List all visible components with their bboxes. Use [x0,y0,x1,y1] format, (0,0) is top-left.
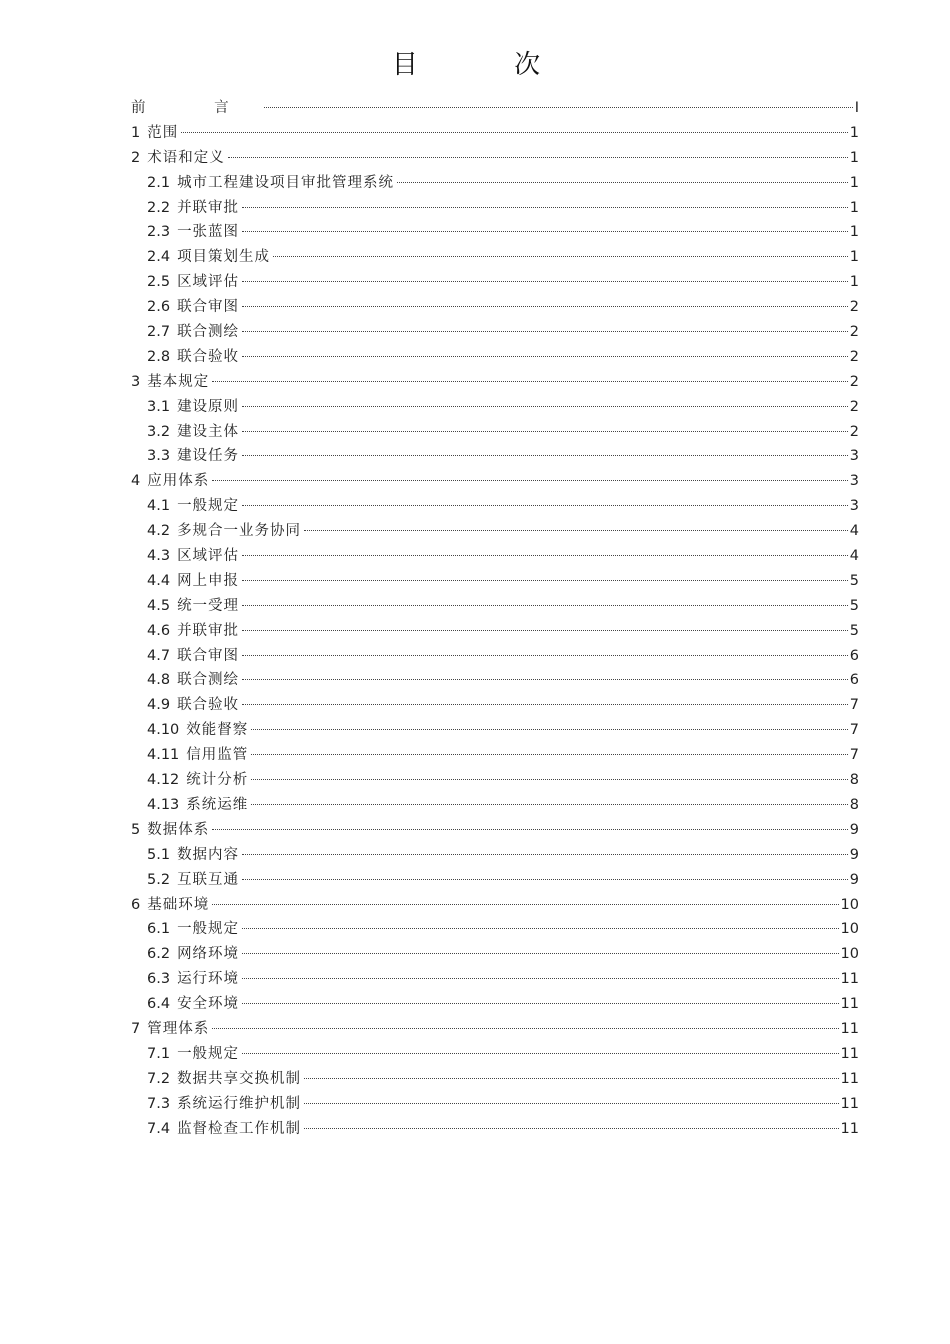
toc-entry-title: 建设任务 [177,448,240,465]
toc-entry-page-number: 7 [849,747,859,764]
toc-entry[interactable] [131,868,859,893]
toc-dot-leader [242,879,848,880]
toc-entry-title: 范围 [147,124,179,141]
toc-entry-number: 2.6 [147,299,171,316]
toc-entry-page-number: 9 [849,821,859,838]
toc-entry-number: 2.2 [147,199,171,216]
toc-dot-leader [251,804,847,805]
toc-entry-number: 4.5 [147,597,171,614]
toc-entry-number: 3.2 [147,423,171,440]
toc-entry-number: 7.1 [147,1045,171,1062]
toc-entry[interactable] [131,619,859,644]
toc-entry-title: 并联审批 [177,622,240,639]
toc-entry-label [147,942,242,967]
toc-entry-title: 区域评估 [177,274,240,291]
toc-entry-label [147,992,242,1017]
toc-entry-title: 效能督察 [186,722,249,739]
toc-entry-page-number: 10 [840,896,859,913]
toc-entry-label [147,743,251,768]
toc-entry[interactable] [131,768,859,793]
toc-entry-label [131,469,212,494]
toc-entry-label [147,793,251,818]
toc-entry-number: 2.3 [147,224,171,241]
toc-entry-page-number: 4 [849,548,859,565]
toc-dot-leader [242,331,848,332]
toc-entry-number: 4 [131,473,141,490]
toc-entry[interactable] [131,544,859,569]
toc-entry-label [147,494,242,519]
toc-entry-title: 联合审图 [177,299,240,316]
toc-entry-title: 联合验收 [177,348,240,365]
toc-entry-page-number: 11 [840,996,859,1013]
toc-entry-number: 2.5 [147,274,171,291]
toc-dot-leader [242,406,848,407]
toc-entry-label [131,121,181,146]
toc-entry-number: 4.2 [147,523,171,540]
toc-entry[interactable] [131,370,859,395]
toc-entry-number: 7 [131,1020,141,1037]
toc-entry-page-number: 5 [849,597,859,614]
toc-entry-label [147,644,242,669]
toc-entry[interactable] [131,395,859,420]
toc-entry-number: 4.12 [147,772,180,789]
toc-entry-page-number: 11 [840,1020,859,1037]
toc-entry[interactable] [131,121,859,146]
toc-dot-leader [242,1003,838,1004]
toc-dot-leader [212,829,848,830]
toc-entry-label [147,519,304,544]
toc-entry[interactable] [131,594,859,619]
toc-dot-leader [242,605,848,606]
toc-entry-number: 2.8 [147,348,171,365]
toc-dot-leader [242,431,848,432]
toc-entry-page-number: 11 [840,971,859,988]
toc-entry[interactable] [131,96,859,121]
toc-entry-title: 并联审批 [177,199,240,216]
toc-entry-label [147,594,242,619]
toc-entry-label [147,917,242,942]
toc-entry-label [147,768,251,793]
toc-dot-leader [212,381,848,382]
toc-dot-leader [181,132,848,133]
toc-entry-number: 4.11 [147,747,180,764]
toc-dot-leader [397,182,848,183]
toc-entry-title: 多规合一业务协同 [177,523,302,540]
toc-entry-number: 4.13 [147,796,180,813]
toc-entry[interactable] [131,818,859,843]
toc-entry-number: 4.4 [147,572,171,589]
toc-dot-leader [242,505,848,506]
toc-entry-title: 监督检查工作机制 [177,1120,302,1137]
toc-entry[interactable] [131,345,859,370]
toc-dot-leader [242,306,848,307]
toc-entry-title: 数据共享交换机制 [177,1070,302,1087]
toc-dot-leader [212,904,838,905]
toc-entry-number: 5.2 [147,871,171,888]
toc-entry[interactable] [131,992,859,1017]
toc-entry-number: 7.4 [147,1120,171,1137]
toc-entry-title: 前 言 [131,100,261,116]
toc-entry-number: 1 [131,124,141,141]
toc-entry-page-number: 2 [849,348,859,365]
toc-entry-label [131,146,228,171]
toc-dot-leader [242,455,848,456]
toc-entry-label [147,1042,242,1067]
toc-entry[interactable] [131,444,859,469]
toc-dot-leader [242,555,848,556]
toc-entry-title: 网上申报 [177,572,240,589]
toc-entry-page-number: 1 [849,124,859,141]
toc-entry-page-number: 3 [849,498,859,515]
toc-entry-number: 6.2 [147,946,171,963]
toc-entry[interactable] [131,942,859,967]
toc-entry[interactable] [131,469,859,494]
toc-entry-label [147,171,397,196]
toc-entry-page-number: 11 [840,1120,859,1137]
toc-entry-label [147,320,242,345]
toc-entry-page-number: 3 [849,473,859,490]
toc-entry[interactable] [131,793,859,818]
toc-entry[interactable] [131,494,859,519]
toc-entry-page-number: 3 [849,448,859,465]
toc-entry-number: 4.1 [147,498,171,515]
toc-entry-title: 联合验收 [177,697,240,714]
toc-entry[interactable] [131,893,859,918]
toc-entry-number: 2.4 [147,249,171,266]
toc-title: 目 次 [391,50,585,80]
toc-dot-leader [273,256,848,257]
toc-entry-number: 4.8 [147,672,171,689]
toc-entry[interactable] [131,1117,859,1142]
toc-entry-page-number: 10 [840,946,859,963]
toc-entry-page-number: 1 [849,274,859,291]
toc-dot-leader [304,1078,838,1079]
toc-entry-page-number: 6 [849,647,859,664]
toc-entry-page-number: 6 [849,672,859,689]
toc-dot-leader [251,754,847,755]
toc-entry-title: 应用体系 [147,473,210,490]
toc-entry[interactable] [131,718,859,743]
toc-entry-label [147,295,242,320]
toc-entry-title: 安全环境 [177,996,240,1013]
toc-dot-leader [242,580,848,581]
toc-entry-page-number: 8 [849,796,859,813]
toc-entry-title: 一般规定 [177,1045,240,1062]
toc-entry-page-number: 8 [849,772,859,789]
toc-entry-title: 一张蓝图 [177,224,240,241]
toc-entry-page-number: 1 [849,224,859,241]
toc-entry-label [147,843,242,868]
toc-entry-page-number: 1 [849,149,859,166]
toc-dot-leader [242,953,838,954]
toc-dot-leader [228,157,848,158]
toc-entry-title: 区域评估 [177,548,240,565]
toc-entry-number: 5 [131,821,141,838]
toc-entry-label [147,1067,304,1092]
toc-entry-page-number: 4 [849,523,859,540]
toc-entry-label [131,96,264,121]
toc-entry[interactable] [131,220,859,245]
toc-entry-label [147,1092,304,1117]
toc-entry-title: 互联互通 [177,871,240,888]
toc-dot-leader [242,978,838,979]
toc-entry-label [147,569,242,594]
toc-entry-title: 信用监管 [186,747,249,764]
toc-entry-number: 3.3 [147,448,171,465]
toc-entry[interactable] [131,693,859,718]
toc-dot-leader [242,356,848,357]
toc-entry[interactable] [131,1092,859,1117]
toc-entry-title: 基本规定 [147,373,210,390]
toc-dot-leader [242,207,848,208]
toc-dot-leader [212,1028,838,1029]
toc-entry-label [147,544,242,569]
toc-entry[interactable] [131,743,859,768]
toc-entry[interactable] [131,1017,859,1042]
toc-dot-leader [242,679,848,680]
toc-entry-number: 4.6 [147,622,171,639]
toc-entry-page-number: 5 [849,622,859,639]
toc-dot-leader [242,704,848,705]
toc-entry-page-number: 11 [840,1045,859,1062]
toc-dot-leader [242,630,848,631]
toc-entry-page-number: 7 [849,697,859,714]
toc-entry-title: 统计分析 [186,772,249,789]
toc-entry-title: 联合测绘 [177,324,240,341]
toc-entry-title: 一般规定 [177,498,240,515]
toc-entry[interactable] [131,519,859,544]
toc-entry-number: 4.7 [147,647,171,664]
toc-entry-title: 系统运行维护机制 [177,1095,302,1112]
toc-entry[interactable] [131,146,859,171]
toc-entry-page-number: 5 [849,572,859,589]
toc-entry[interactable] [131,668,859,693]
toc-entry-number: 6 [131,896,141,913]
toc-entry[interactable] [131,270,859,295]
toc-entry[interactable] [131,917,859,942]
toc-entry-label [131,1017,212,1042]
toc-entry-page-number: 2 [849,398,859,415]
toc-entry-number: 7.2 [147,1070,171,1087]
toc-entry-label [147,245,273,270]
toc-entry-number: 6.3 [147,971,171,988]
toc-entry[interactable] [131,1067,859,1092]
toc-entry-label [131,818,212,843]
toc-dot-leader [242,1053,838,1054]
toc-entry[interactable] [131,171,859,196]
toc-entry-title: 统一受理 [177,597,240,614]
toc-entry-title: 系统运维 [186,796,249,813]
toc-entry-title: 联合审图 [177,647,240,664]
toc-entry-number: 6.1 [147,921,171,938]
toc-entry[interactable] [131,1042,859,1067]
toc-entry[interactable] [131,569,859,594]
toc-entry-label [147,1117,304,1142]
toc-entry-title: 项目策划生成 [177,249,271,266]
toc-entry-label [147,967,242,992]
toc-list [131,96,859,1141]
toc-dot-leader [212,480,848,481]
toc-entry-label [147,345,242,370]
toc-dot-leader [242,928,838,929]
toc-entry-page-number: 2 [849,423,859,440]
toc-entry-number: 3 [131,373,141,390]
toc-entry-label [147,270,242,295]
toc-entry-number: 5.1 [147,846,171,863]
toc-entry-label [147,868,242,893]
toc-entry-number: 4.3 [147,548,171,565]
toc-entry-title: 管理体系 [147,1020,210,1037]
toc-entry[interactable] [131,843,859,868]
toc-entry-label [147,220,242,245]
toc-entry-title: 联合测绘 [177,672,240,689]
toc-dot-leader [242,281,848,282]
toc-dot-leader [304,530,848,531]
toc-entry-title: 一般规定 [177,921,240,938]
toc-entry-label [147,693,242,718]
toc-entry-page-number: 9 [849,846,859,863]
toc-entry-title: 数据体系 [147,821,210,838]
toc-entry-label [147,395,242,420]
toc-entry-page-number: 2 [849,373,859,390]
toc-entry-title: 数据内容 [177,846,240,863]
toc-dot-leader [251,779,847,780]
toc-entry-number: 2.1 [147,174,171,191]
toc-entry-label [147,196,242,221]
toc-dot-leader [264,107,853,108]
toc-dot-leader [242,655,848,656]
toc-entry-title: 建设原则 [177,398,240,415]
toc-dot-leader [242,854,848,855]
toc-entry-title: 基础环境 [147,896,210,913]
toc-entry[interactable] [131,420,859,445]
toc-entry-number: 7.3 [147,1095,171,1112]
toc-dot-leader [251,729,847,730]
toc-dot-leader [304,1103,838,1104]
toc-dot-leader [304,1128,838,1129]
toc-entry[interactable] [131,245,859,270]
toc-entry-number: 4.10 [147,722,180,739]
toc-entry-number: 2 [131,149,141,166]
toc-entry-number: 2.7 [147,324,171,341]
toc-entry[interactable] [131,644,859,669]
toc-entry[interactable] [131,295,859,320]
toc-entry-label [147,718,251,743]
toc-entry-title: 建设主体 [177,423,240,440]
toc-entry-label [147,668,242,693]
toc-entry-page-number: 11 [840,1070,859,1087]
toc-entry-label [147,420,242,445]
toc-entry-page-number: 7 [849,722,859,739]
toc-entry[interactable] [131,320,859,345]
toc-entry-label [131,370,212,395]
toc-entry-page-number: 2 [849,324,859,341]
toc-entry-page-number: 1 [849,174,859,191]
toc-entry-label [131,893,212,918]
toc-entry-number: 6.4 [147,996,171,1013]
toc-entry-page-number: 10 [840,921,859,938]
toc-entry-page-number: 11 [840,1095,859,1112]
toc-dot-leader [242,231,848,232]
toc-entry-number: 3.1 [147,398,171,415]
toc-entry-number: 4.9 [147,697,171,714]
toc-entry-title: 运行环境 [177,971,240,988]
toc-entry-page-number: 2 [849,299,859,316]
toc-entry[interactable] [131,967,859,992]
toc-entry-page-number: 1 [849,199,859,216]
toc-entry-page-number: 9 [849,871,859,888]
toc-entry-page-number: 1 [849,249,859,266]
toc-entry-label [147,619,242,644]
toc-entry-page-number: I [854,100,859,116]
toc-entry[interactable] [131,196,859,221]
toc-entry-title: 术语和定义 [147,149,225,166]
toc-entry-title: 网络环境 [177,946,240,963]
toc-entry-title: 城市工程建设项目审批管理系统 [177,174,395,191]
toc-entry-label [147,444,242,469]
